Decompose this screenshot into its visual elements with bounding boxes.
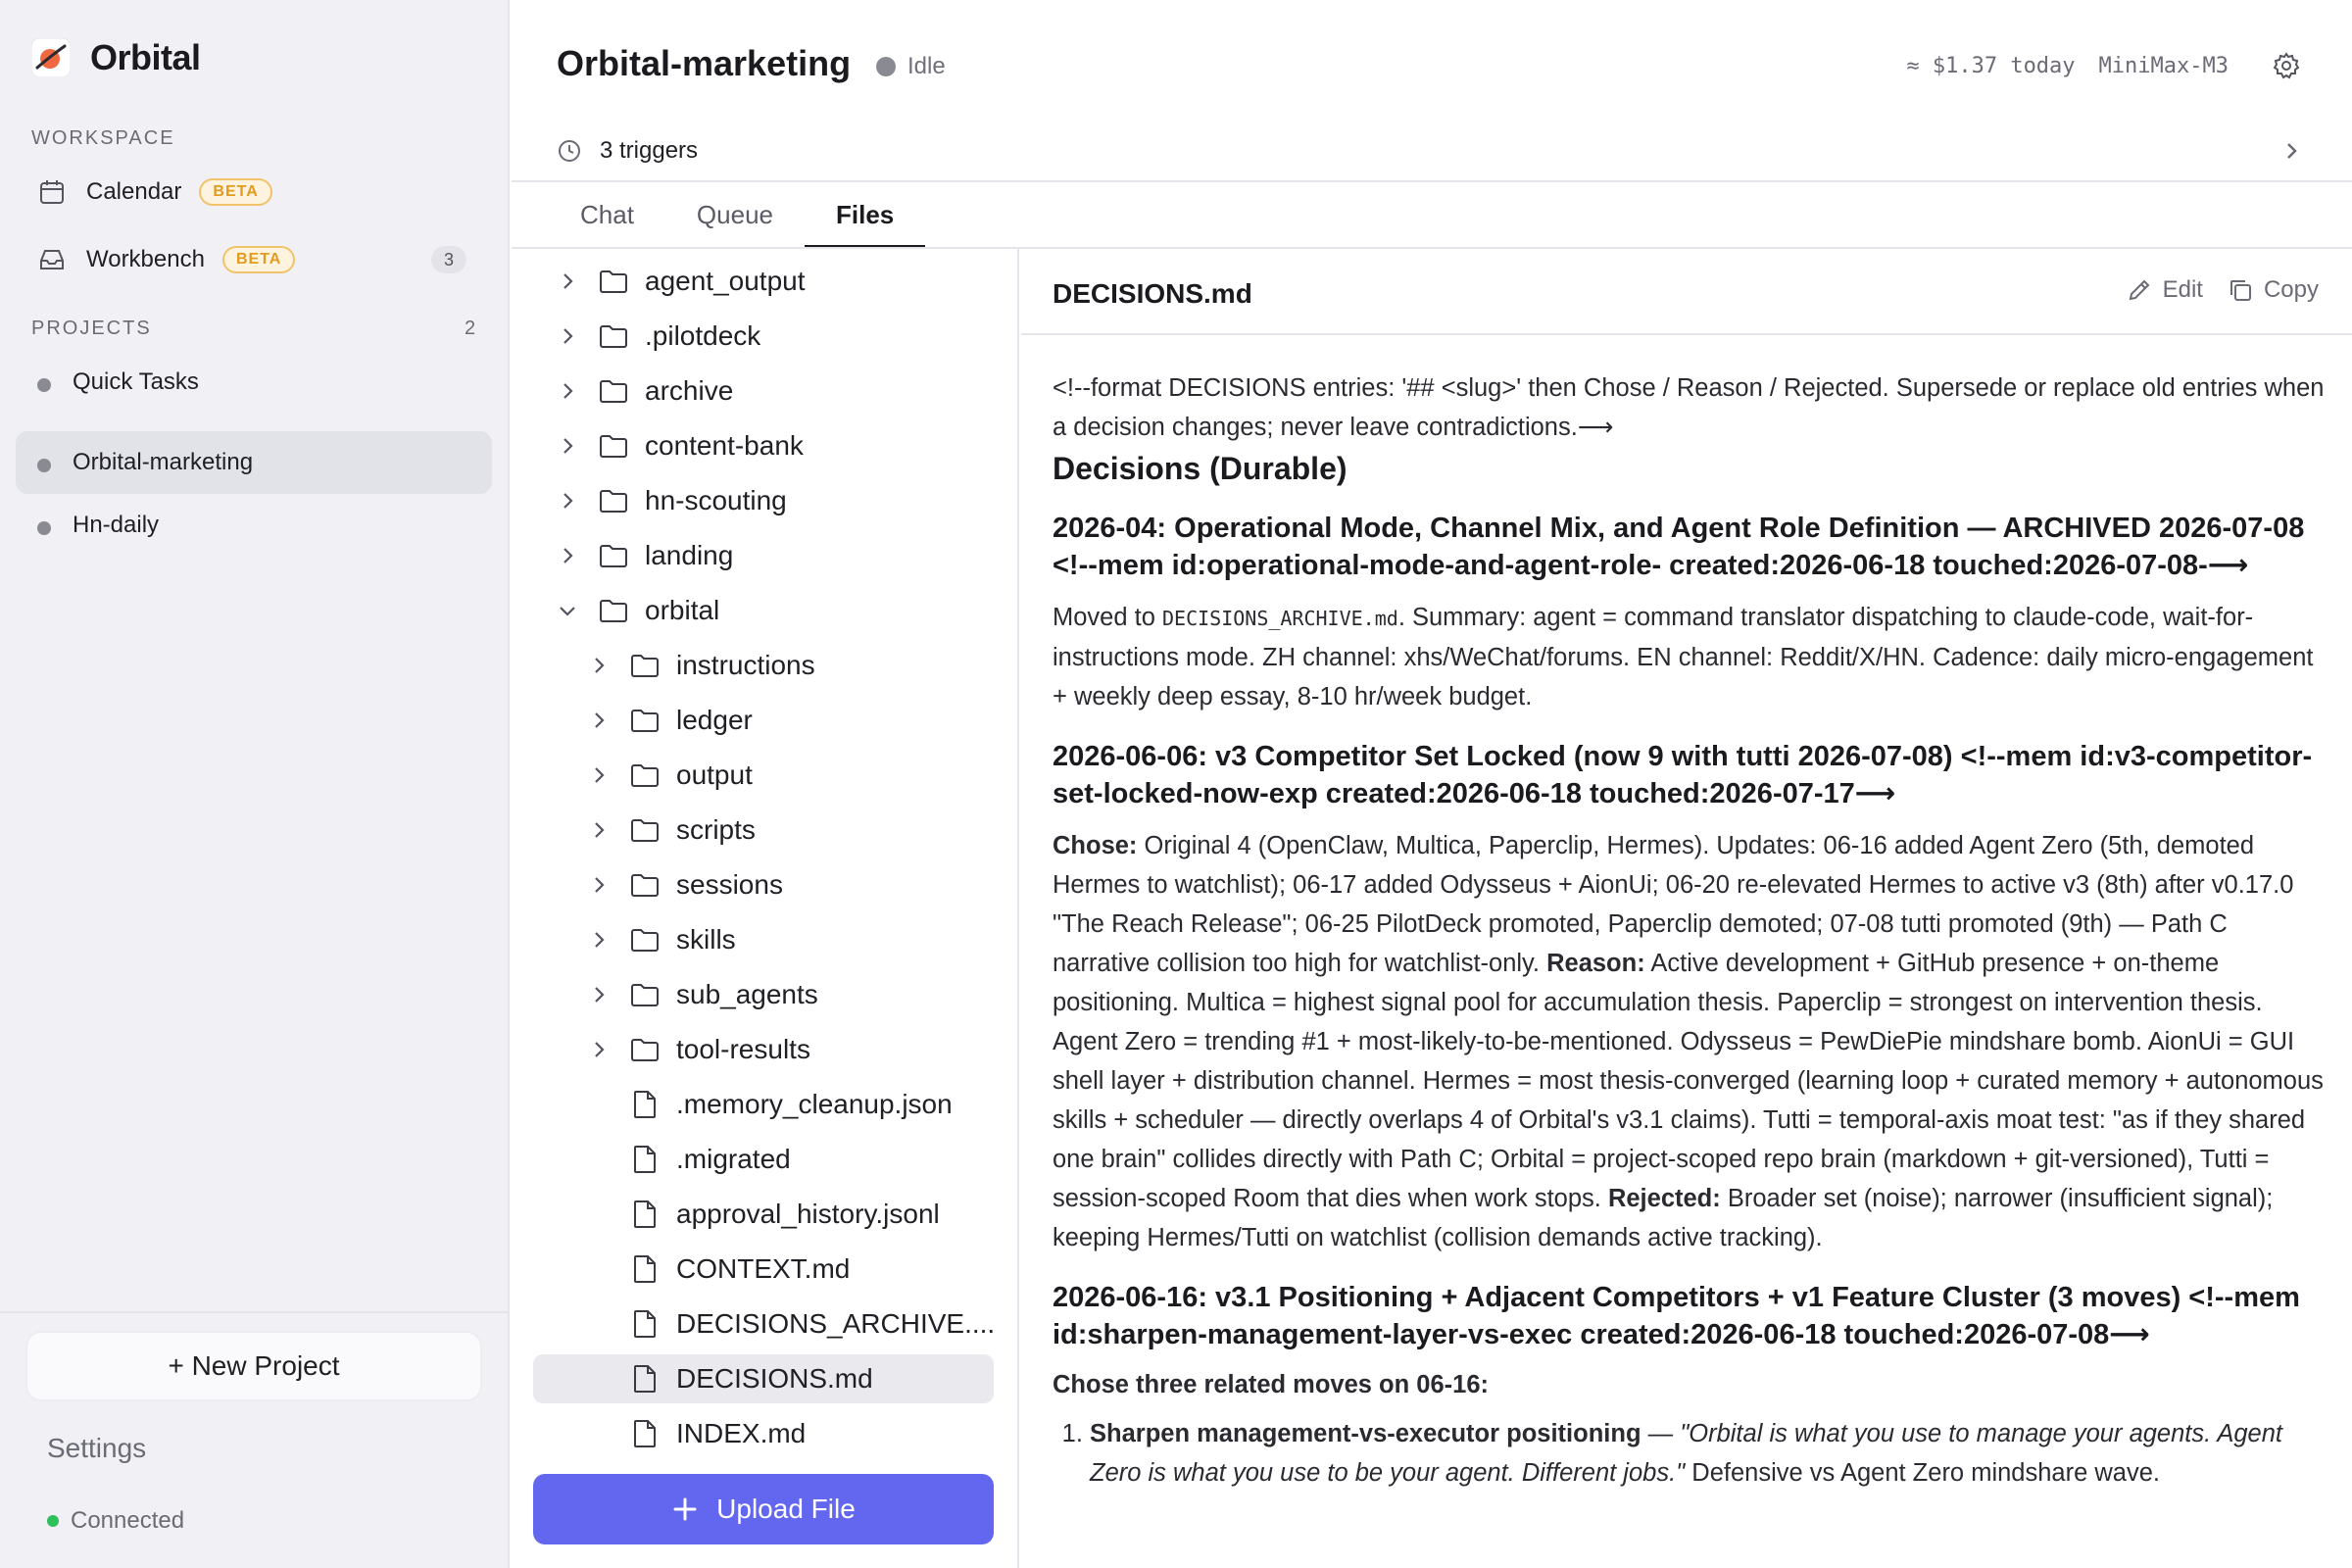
sidebar xyxy=(0,0,510,1568)
beta-badge: BETA xyxy=(222,246,295,273)
tab-bar xyxy=(512,182,925,247)
agent-status xyxy=(876,53,946,80)
settings-link[interactable]: Settings xyxy=(47,1433,147,1463)
folder-icon xyxy=(598,266,629,297)
tree-item-label: sessions xyxy=(676,869,783,900)
header-meta xyxy=(1906,51,2301,80)
copy-icon xyxy=(2227,276,2254,304)
sidebar-item-workbench[interactable] xyxy=(16,229,492,290)
chevron-right-icon[interactable] xyxy=(588,1039,610,1060)
tree-item-label: orbital xyxy=(645,595,720,625)
folder-icon xyxy=(598,430,629,462)
sidebar-item-label: Calendar xyxy=(86,178,182,205)
folder-row[interactable] xyxy=(512,860,783,909)
folder-row[interactable] xyxy=(512,696,753,745)
model-name[interactable]: MiniMax-M3 xyxy=(2098,53,2229,78)
chevron-right-icon[interactable] xyxy=(588,819,610,841)
text: Original 4 (OpenClaw, Multica, Paperclip, Hermes). Updates: 06-16 added Agent Zero (5th, demoted Hermes to watchlist); 06-17 added Odysseus + AionUi; 06-20 re-elevated Hermes to active v3 (8th) after v0.17.0 "The Reach Release"; 06-25 PilotDeck promoted, Paperclip demoted; 07-08 tutti promoted (9th) — Path C narrative collision too high for watchlist-only. xyxy=(1053,832,2294,977)
triggers-row[interactable] xyxy=(557,137,698,165)
project-item-orbital-marketing[interactable] xyxy=(16,431,492,494)
viewer-filename: DECISIONS.md xyxy=(1053,278,1252,309)
folder-icon xyxy=(629,760,661,791)
file-icon xyxy=(629,1363,661,1395)
folder-icon xyxy=(629,924,661,956)
app-name: Orbital xyxy=(90,37,201,77)
folder-row[interactable] xyxy=(512,476,787,525)
folder-icon xyxy=(629,705,661,736)
chevron-right-icon[interactable] xyxy=(557,435,578,457)
sidebar-item-calendar[interactable] xyxy=(16,162,492,222)
edit-button[interactable] xyxy=(2126,276,2203,304)
file-row[interactable] xyxy=(512,1409,806,1458)
folder-row[interactable] xyxy=(512,367,733,416)
tree-item-label: content-bank xyxy=(645,430,804,461)
calendar-icon xyxy=(37,177,67,207)
projects-section-label: PROJECTS xyxy=(31,318,152,339)
tree-item-label: landing xyxy=(645,540,734,570)
folder-icon xyxy=(629,1034,661,1065)
folder-icon xyxy=(629,650,661,681)
tree-item-label: CONTEXT.md xyxy=(676,1253,851,1284)
file-row[interactable] xyxy=(533,1354,994,1403)
chevron-right-icon[interactable] xyxy=(588,929,610,951)
decision-intro xyxy=(1053,1365,2327,1404)
viewer-actions xyxy=(2126,276,2319,304)
list-item xyxy=(1090,1414,2327,1493)
file-row[interactable] xyxy=(512,1245,850,1294)
project-label: Quick Tasks xyxy=(73,368,199,395)
file-viewer xyxy=(1021,249,2352,1568)
text: Sharpen management-vs-executor positioning xyxy=(1090,1420,1642,1447)
project-label: Orbital-marketing xyxy=(73,449,254,475)
project-label: Hn-daily xyxy=(73,512,160,538)
tab-files[interactable]: Files xyxy=(805,182,925,247)
tree-item-label: hn-scouting xyxy=(645,485,787,515)
chevron-right-icon[interactable] xyxy=(557,380,578,402)
upload-file-button[interactable] xyxy=(533,1474,994,1544)
copy-label: Copy xyxy=(2263,276,2319,303)
text: . Summary: agent = command translator dispatching to claude-code, wait-for-instructions mode. ZH channel: xhs/WeChat/forums. EN channel: Reddit/X/HN. Cadence: daily micro-engagement + weekly deep essay, 8-10 hr/week budget. xyxy=(1053,604,2314,710)
decision-heading: 2026-04: Operational Mode, Channel Mix, and Agent Role Definition — ARCHIVED 2026-07-08 <!--mem id:operational-mode-and-agent-role- created:2026-06-18 touched:2026-07-08-⟶ xyxy=(1053,513,2305,581)
rejected-label: Rejected: xyxy=(1607,1185,1721,1212)
tree-item-label: tool-results xyxy=(676,1034,810,1064)
tree-item-label: DECISIONS.md xyxy=(676,1363,873,1394)
count-badge: 3 xyxy=(431,246,466,273)
connection-status xyxy=(47,1507,184,1535)
clock-icon xyxy=(557,138,582,164)
chose-label: Chose: xyxy=(1053,832,1138,859)
status-dot xyxy=(47,1515,59,1527)
folder-icon xyxy=(598,320,629,352)
quote: "Orbital is what you use to manage your agents. Agent Zero is what you use to be your agent. Different jobs." xyxy=(1090,1420,2282,1487)
tree-item-label: output xyxy=(676,760,753,790)
folder-row[interactable] xyxy=(512,970,818,1019)
text: Chose three related moves on 06-16: xyxy=(1053,1371,1489,1398)
text: Defensive vs Agent Zero mindshare wave. xyxy=(1685,1459,2160,1487)
tree-item-label: approval_history.jsonl xyxy=(676,1199,940,1229)
new-project-button[interactable]: + New Project xyxy=(25,1331,482,1401)
chevron-right-icon[interactable] xyxy=(2279,139,2303,163)
project-dot xyxy=(37,459,51,472)
edit-label: Edit xyxy=(2162,276,2203,303)
text: Broader set (noise); narrower (insufficient signal); keeping Hermes/Tutti on watchlist (collision demands active tracking). xyxy=(1053,1185,2274,1251)
file-row[interactable] xyxy=(512,1299,995,1348)
file-row[interactable] xyxy=(512,1190,940,1239)
decision-heading: 2026-06-06: v3 Competitor Set Locked (now 9 with tutti 2026-07-08) <!--mem id:v3-competitor-set-locked-now-exp created:2026-06-18 touched:2026-07-17⟶ xyxy=(1053,741,2313,809)
folder-icon xyxy=(629,814,661,846)
folder-row[interactable] xyxy=(512,915,736,964)
tree-item-label: DECISIONS_ARCHIVE.... xyxy=(676,1308,996,1339)
tree-item-label: sub_agents xyxy=(676,979,818,1009)
tree-item-label: archive xyxy=(645,375,734,406)
chevron-right-icon[interactable] xyxy=(588,764,610,786)
chevron-right-icon[interactable] xyxy=(557,490,578,512)
upload-file-label: Upload File xyxy=(716,1494,856,1524)
folder-icon xyxy=(598,540,629,571)
tree-item-label: .migrated xyxy=(676,1144,791,1174)
chevron-right-icon[interactable] xyxy=(557,325,578,347)
chevron-right-icon[interactable] xyxy=(588,874,610,896)
inline-code: DECISIONS_ARCHIVE.md xyxy=(1161,607,1398,630)
tree-item-label: ledger xyxy=(676,705,753,735)
tree-item-label: INDEX.md xyxy=(676,1418,807,1448)
folder-icon xyxy=(629,869,661,901)
tree-item-label: skills xyxy=(676,924,736,955)
folder-icon xyxy=(598,595,629,626)
sidebar-item-label: Workbench xyxy=(86,246,205,272)
folder-icon xyxy=(629,979,661,1010)
folder-row[interactable] xyxy=(512,421,804,470)
folder-row[interactable] xyxy=(512,312,760,361)
sidebar-divider xyxy=(0,1311,508,1313)
tree-item-label: .pilotdeck xyxy=(645,320,761,351)
copy-button[interactable] xyxy=(2227,276,2319,304)
gear-icon[interactable] xyxy=(2272,51,2301,80)
tree-item-label: .memory_cleanup.json xyxy=(676,1089,953,1119)
chevron-right-icon[interactable] xyxy=(557,545,578,566)
folder-row[interactable] xyxy=(512,1025,810,1074)
decision-heading: 2026-06-16: v3.1 Positioning + Adjacent Competitors + v1 Feature Cluster (3 moves) <!--mem id:sharpen-management-layer-vs-exec created:2026-06-18 touched:2026-07-08⟶ xyxy=(1053,1282,2300,1350)
chevron-right-icon[interactable] xyxy=(588,984,610,1005)
orbital-logo-icon xyxy=(31,38,71,77)
file-row[interactable] xyxy=(512,1135,791,1184)
text: Active development + GitHub presence + on-theme positioning. Multica = highest signal pool for accumulation thesis. Paperclip = strongest on intervention thesis. Agent Zero = trending #1 + most-likely-to-be-mentioned. Odysseus = PewDiePie mindshare bomb. AionUi = GUI shell layer + distribution channel. Hermes = most thesis-converged (learning loop + curated memory + autonomous skills + scheduler — directly overlaps 4 of Orbital's v3.1 claims). Tutti = temporal-axis moat test: "as if they shared one brain" collides directly with Path C; Orbital = project-scoped repo brain (markdown + git-versioned), Tutti = session-scoped Room that dies when work stops. xyxy=(1053,950,2324,1212)
beta-badge: BETA xyxy=(199,178,271,206)
file-icon xyxy=(629,1144,661,1175)
folder-row[interactable] xyxy=(512,257,806,306)
tree-item-label: instructions xyxy=(676,650,815,680)
inbox-icon xyxy=(37,245,67,274)
main-panel xyxy=(512,0,2352,1568)
project-dot xyxy=(37,521,51,535)
chevron-right-icon[interactable] xyxy=(588,710,610,731)
reason-label: Reason: xyxy=(1546,950,1645,977)
projects-count: 2 xyxy=(465,318,476,339)
project-item-quick-tasks[interactable] xyxy=(16,351,492,414)
file-tree xyxy=(512,249,1019,1568)
decision-body xyxy=(1053,826,2327,1257)
connection-status-label: Connected xyxy=(71,1507,185,1534)
folder-row[interactable] xyxy=(512,586,719,635)
agent-status-label: Idle xyxy=(907,53,946,79)
status-dot xyxy=(876,57,896,76)
markdown-content xyxy=(1053,368,2327,1493)
page-title: Orbital-marketing xyxy=(557,43,852,83)
folder-icon xyxy=(598,375,629,407)
format-comment: <!--format DECISIONS entries: '## <slug>' then Chose / Reason / Rejected. Supersede or replace old entries when a decision changes; never leave contradictions.⟶ xyxy=(1053,374,2325,441)
moves-list xyxy=(1090,1414,2327,1493)
brand[interactable] xyxy=(31,37,201,78)
project-dot xyxy=(37,378,51,392)
tree-item-label: agent_output xyxy=(645,266,806,296)
cost-today: ≈ $1.37 today xyxy=(1906,53,2076,78)
folder-row[interactable] xyxy=(512,751,753,800)
decision-body xyxy=(1053,598,2327,716)
viewer-header xyxy=(1021,249,2352,335)
text: Moved to xyxy=(1053,604,1155,631)
file-icon xyxy=(629,1253,661,1285)
file-icon xyxy=(629,1089,661,1120)
folder-row[interactable] xyxy=(512,641,815,690)
tree-item-label: scripts xyxy=(676,814,756,845)
chevron-right-icon[interactable] xyxy=(557,270,578,292)
folder-row[interactable] xyxy=(512,806,756,855)
workspace-section-label: WORKSPACE xyxy=(31,127,175,149)
tab-chat[interactable]: Chat xyxy=(580,200,634,229)
project-item-hn-daily[interactable] xyxy=(16,494,492,557)
tab-queue[interactable]: Queue xyxy=(696,200,773,229)
chevron-right-icon[interactable] xyxy=(588,655,610,676)
file-row[interactable] xyxy=(512,1080,953,1129)
file-icon xyxy=(629,1199,661,1230)
triggers-label: 3 triggers xyxy=(600,137,699,164)
file-icon xyxy=(629,1308,661,1340)
folder-icon xyxy=(598,485,629,516)
text: — xyxy=(1641,1420,1681,1447)
file-icon xyxy=(629,1418,661,1449)
plus-icon xyxy=(671,1495,699,1523)
chevron-down-icon[interactable] xyxy=(557,600,578,621)
pencil-icon xyxy=(2126,276,2153,304)
doc-heading: Decisions (Durable) xyxy=(1053,451,1348,486)
folder-row[interactable] xyxy=(512,531,733,580)
